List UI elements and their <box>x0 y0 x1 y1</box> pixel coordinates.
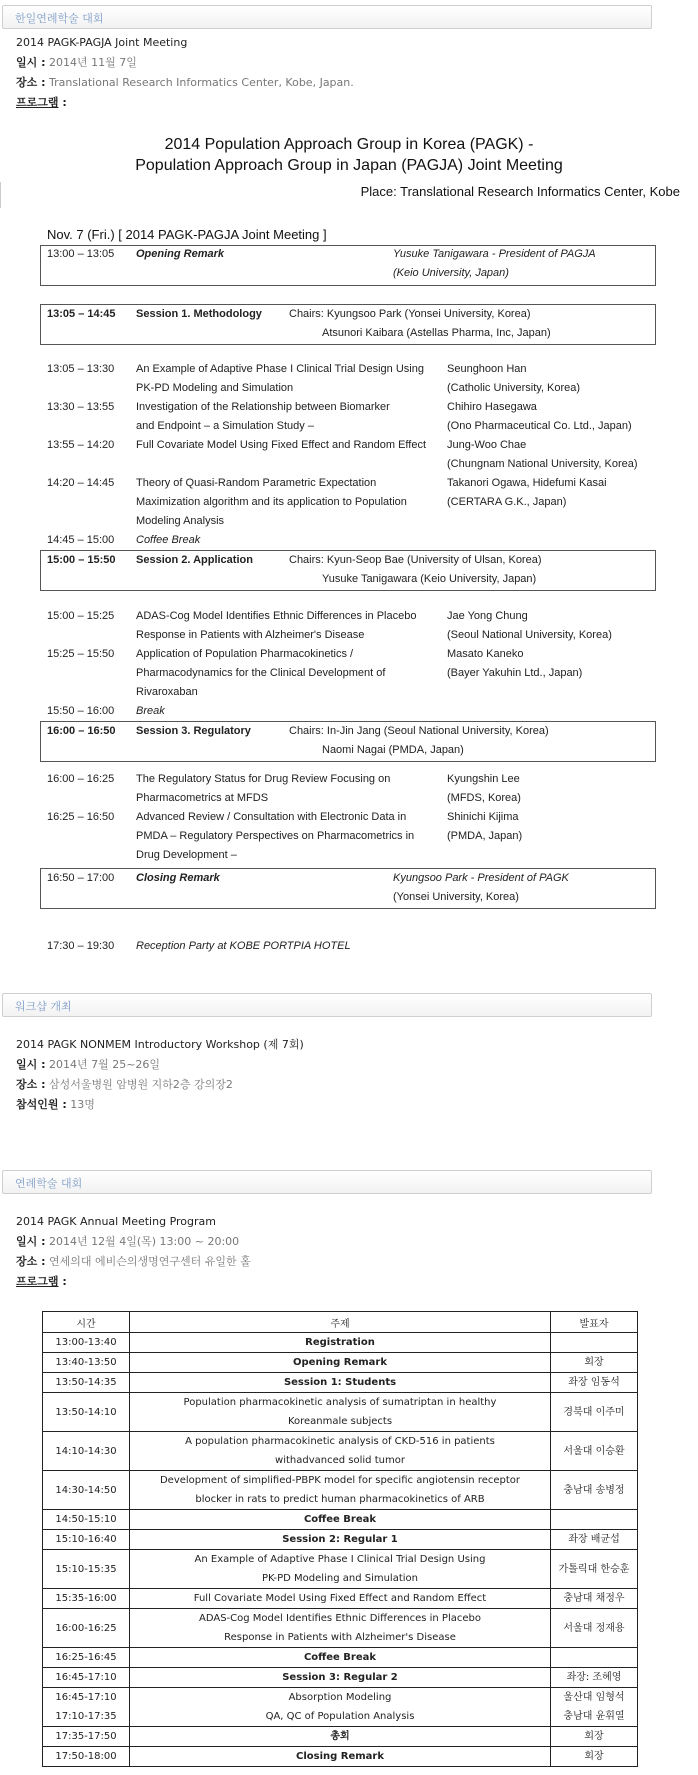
table-body <box>43 1333 638 1767</box>
cell-speaker-line: 서울대 정재용 <box>563 1622 625 1634</box>
closing-remark-row: 16:50 – 17:00 Closing Remark Kyungsoo Park - President of PAGK <box>47 872 569 884</box>
cell-time: 13:50-14:10 <box>43 1393 130 1432</box>
talk-row: 15:00 – 15:25 ADAS-Cog Model Identifies Ethnic Differences in Placebo Jae Yong Chung <box>47 610 528 622</box>
table-row <box>43 1668 638 1688</box>
talk-row-cont: PMDA – Regulatory Perspectives on Pharmacometrics in (PMDA, Japan) <box>136 830 523 842</box>
cell-topic <box>130 1471 551 1510</box>
cell-topic <box>130 1727 551 1747</box>
talk-row: 16:00 – 16:25 The Regulatory Status for Drug Review Focusing on Kyungshin Lee <box>47 773 520 785</box>
table-row <box>43 1432 638 1471</box>
cell-speaker <box>551 1471 638 1510</box>
table-row <box>43 1510 638 1530</box>
table-row <box>43 1609 638 1648</box>
cell-time: 16:45-17:10 <box>43 1668 130 1688</box>
cell-time: 14:30-14:50 <box>43 1471 130 1510</box>
cell-topic-line: Coffee Break <box>303 1652 377 1663</box>
event-date: 일시 : 2014년 12월 4일(목) 13:00 ~ 20:00 <box>16 1235 240 1248</box>
talk-row-cont: Response in Patients with Alzheimer's Disease (Seoul National University, Korea) <box>136 629 612 641</box>
coffee-break-row: 14:45 – 15:00 Coffee Break <box>47 534 201 546</box>
cell-speaker-line: 가톨릭대 한승훈 <box>558 1563 630 1575</box>
table-row <box>43 1530 638 1550</box>
cell-speaker <box>551 1747 638 1767</box>
cell-speaker <box>551 1333 638 1353</box>
cell-topic-line: withadvanced solid tumor <box>275 1455 405 1466</box>
cell-topic-line: ADAS-Cog Model Identifies Ethnic Differences in Placebo <box>199 1613 481 1624</box>
break-row: 15:50 – 16:00 Break <box>47 705 165 717</box>
cell-topic-line: Absorption Modeling <box>288 1692 392 1703</box>
cell-topic <box>130 1747 551 1767</box>
event-program-label: 프로그램 : <box>16 96 67 109</box>
section-header-workshop <box>2 993 652 1017</box>
talk-row-cont: (Chungnam National University, Korea) <box>447 458 638 470</box>
event-title: 2014 PAGK Annual Meeting Program <box>16 1215 216 1228</box>
section-header-label: 연례학술 대회 <box>15 1177 83 1190</box>
cell-topic <box>130 1668 551 1688</box>
cell-topic <box>130 1353 551 1373</box>
cell-speaker-line: 서울대 이승환 <box>563 1445 625 1457</box>
session-2-row: 15:00 – 15:50 Session 2. Application Chairs: Kyun-Seop Bae (University of Ulsan, Korea) <box>47 554 542 566</box>
event-program-label: 프로그램 : <box>16 1275 67 1288</box>
closing-remark-affiliation: (Yonsei University, Korea) <box>393 891 519 903</box>
table-row <box>43 1688 638 1727</box>
talk-row: 15:25 – 15:50 Application of Population Pharmacokinetics / Masato Kaneko <box>47 648 524 660</box>
talk-row: 16:25 – 16:50 Advanced Review / Consultation with Electronic Data in Shinichi Kijima <box>47 811 519 823</box>
cell-time: 16:25-16:45 <box>43 1648 130 1668</box>
talk-row-cont: Maximization algorithm and its application to Population (CERTARA G.K., Japan) <box>136 496 567 508</box>
table-row <box>43 1471 638 1510</box>
poster-title-line-2: Population Approach Group in Japan (PAGJA) Joint Meeting <box>135 157 563 174</box>
cell-topic <box>130 1333 551 1353</box>
cell-topic-line: Session 1: Students <box>283 1377 397 1388</box>
workshop-info <box>16 1035 304 1115</box>
column-header-topic: 주제 <box>130 1312 551 1333</box>
event-place: 장소 : 연세의대 에비슨의생명연구센터 유일한 홀 <box>16 1255 251 1268</box>
cell-speaker <box>551 1589 638 1609</box>
cell-topic <box>130 1530 551 1550</box>
table-row <box>43 1589 638 1609</box>
cell-topic-line: Development of simplified-PBPK model for specific angiotensin receptor <box>159 1475 521 1486</box>
cell-topic-line: Population pharmacokinetic analysis of sumatriptan in healthy <box>183 1397 497 1408</box>
cell-topic <box>130 1432 551 1471</box>
table-row <box>43 1333 638 1353</box>
cell-topic-line: Full Covariate Model Using Fixed Effect and Random Effect <box>193 1593 487 1604</box>
section-header-label: 한일연례학술 대회 <box>15 12 104 25</box>
cell-speaker-line: 울산대 임형석 <box>563 1692 625 1703</box>
cell-speaker-line: 좌장: 조혜영 <box>566 1672 622 1683</box>
left-edge-mark <box>0 182 1 208</box>
cell-speaker <box>551 1727 638 1747</box>
cell-speaker-line: 회장 <box>584 1751 604 1762</box>
cell-speaker-line: 좌장 배균섭 <box>568 1534 620 1545</box>
cell-time <box>43 1688 130 1727</box>
talk-row-cont: Drug Development – <box>136 849 237 861</box>
table-row <box>43 1747 638 1767</box>
session-2-chair-2: Yusuke Tanigawara (Keio University, Japan) <box>322 573 537 585</box>
opening-remark-affiliation: (Keio University, Japan) <box>393 267 509 279</box>
poster-place: Place: Translational Research Informatics Center, Kobe <box>360 184 680 199</box>
section-header-joint-meeting <box>2 5 652 29</box>
talk-row-cont: PK-PD Modeling and Simulation (Catholic University, Korea) <box>136 382 581 394</box>
cell-speaker-line: 회장 <box>584 1731 604 1742</box>
cell-speaker <box>551 1609 638 1648</box>
annual-program-table <box>42 1311 638 1767</box>
talk-row-cont: Rivaroxaban <box>136 686 198 698</box>
section-header-annual-meeting <box>2 1170 652 1194</box>
column-header-speaker: 발표자 <box>551 1312 638 1333</box>
cell-time: 17:35-17:50 <box>43 1727 130 1747</box>
cell-topic-line: Closing Remark <box>295 1751 384 1762</box>
column-header-time: 시간 <box>43 1312 130 1333</box>
cell-time: 14:50-15:10 <box>43 1510 130 1530</box>
cell-topic <box>130 1373 551 1393</box>
cell-topic <box>130 1589 551 1609</box>
cell-topic-line: 총회 <box>330 1731 350 1742</box>
cell-speaker <box>551 1668 638 1688</box>
joint-meeting-info <box>16 33 354 113</box>
reception-row: 17:30 – 19:30 Reception Party at KOBE PORTPIA HOTEL <box>47 940 351 952</box>
talk-row-cont: Pharmacodynamics for the Clinical Development of (Bayer Yakuhin Ltd., Japan) <box>136 667 583 679</box>
cell-topic <box>130 1550 551 1589</box>
session-1-chair-2: Atsunori Kaibara (Astellas Pharma, Inc, Japan) <box>322 327 551 339</box>
section-header-label: 워크샵 개최 <box>15 1000 72 1013</box>
cell-time: 15:10-15:35 <box>43 1550 130 1589</box>
cell-topic-line: An Example of Adaptive Phase I Clinical Trial Design Using <box>194 1554 486 1565</box>
cell-speaker <box>551 1510 638 1530</box>
talk-row: 13:30 – 13:55 Investigation of the Relationship between Biomarker Chihiro Hasegawa <box>47 401 537 413</box>
annual-meeting-info <box>16 1212 251 1292</box>
event-date: 일시 : 2014년 7월 25~26일 <box>16 1058 161 1071</box>
cell-speaker-line: 경북대 이주미 <box>563 1406 625 1418</box>
talk-row-cont: and Endpoint – a Simulation Study – (Ono Pharmaceutical Co. Ltd., Japan) <box>136 420 632 432</box>
cell-time: 16:00-16:25 <box>43 1609 130 1648</box>
event-title: 2014 PAGK-PAGJA Joint Meeting <box>16 36 188 49</box>
talk-row: 13:05 – 13:30 An Example of Adaptive Phase I Clinical Trial Design Using Seunghoon Han <box>47 363 527 375</box>
cell-topic-line: Opening Remark <box>293 1357 387 1368</box>
cell-time: 15:10-16:40 <box>43 1530 130 1550</box>
cell-topic-line: QA, QC of Population Analysis <box>265 1711 415 1722</box>
cell-topic-line: Registration <box>305 1337 375 1348</box>
table-row <box>43 1393 638 1432</box>
cell-speaker <box>551 1648 638 1668</box>
cell-topic <box>130 1648 551 1668</box>
cell-time: 15:35-16:00 <box>43 1589 130 1609</box>
cell-speaker-line: 충남대 채정우 <box>563 1593 625 1604</box>
cell-speaker <box>551 1530 638 1550</box>
cell-speaker <box>551 1353 638 1373</box>
cell-time: 13:40-13:50 <box>43 1353 130 1373</box>
cell-time-line: 16:45-17:10 <box>55 1692 117 1703</box>
event-attendees: 참석인원 : 13명 <box>16 1098 95 1111</box>
cell-topic <box>130 1609 551 1648</box>
cell-time: 13:50-14:35 <box>43 1373 130 1393</box>
cell-topic-line: blocker in rats to predict human pharmacokinetics of ARB <box>195 1494 485 1505</box>
talk-row: 13:55 – 14:20 Full Covariate Model Using Fixed Effect and Random Effect Jung-Woo Chae <box>47 439 527 451</box>
cell-speaker-line: 회장 <box>584 1357 604 1368</box>
table-row <box>43 1727 638 1747</box>
cell-topic-line: Koreanmale subjects <box>287 1416 393 1427</box>
table-row <box>43 1373 638 1393</box>
cell-speaker-line: 충남대 송병정 <box>563 1484 625 1496</box>
cell-topic-line: Response in Patients with Alzheimer's Disease <box>224 1632 456 1643</box>
cell-speaker <box>551 1393 638 1432</box>
cell-speaker-line: 충남대 윤휘열 <box>563 1711 625 1722</box>
cell-topic-line: A population pharmacokinetic analysis of CKD-516 in patients <box>185 1436 495 1447</box>
event-place: 장소 : Translational Research Informatics Center, Kobe, Japan. <box>16 76 354 89</box>
cell-speaker-line: 좌장 임동석 <box>568 1377 620 1388</box>
cell-speaker <box>551 1688 638 1727</box>
cell-topic <box>130 1393 551 1432</box>
cell-speaker <box>551 1432 638 1471</box>
table-row <box>43 1353 638 1373</box>
event-date: 일시 : 2014년 11월 7일 <box>16 56 137 69</box>
event-title: 2014 PAGK NONMEM Introductory Workshop (제 7회) <box>16 1038 304 1051</box>
cell-time: 17:50-18:00 <box>43 1747 130 1767</box>
cell-time-line: 17:10-17:35 <box>55 1711 117 1722</box>
cell-speaker <box>551 1373 638 1393</box>
cell-topic-line: PK-PD Modeling and Simulation <box>262 1573 418 1584</box>
cell-speaker <box>551 1550 638 1589</box>
cell-topic-line: Session 2: Regular 1 <box>282 1534 398 1545</box>
table-row <box>43 1550 638 1589</box>
event-place: 장소 : 삼성서울병원 암병원 지하2층 강의장2 <box>16 1078 233 1091</box>
day-heading: Nov. 7 (Fri.) [ 2014 PAGK-PAGJA Joint Meeting ] <box>47 227 327 242</box>
talk-row-cont: Pharmacometrics at MFDS (MFDS, Korea) <box>136 792 521 804</box>
talk-row: 14:20 – 14:45 Theory of Quasi-Random Parametric Expectation Takanori Ogawa, Hidefumi Kasai <box>47 477 607 489</box>
cell-topic-line: Session 3: Regular 2 <box>282 1672 398 1683</box>
session-1-row: 13:05 – 14:45 Session 1. Methodology Chairs: Kyungsoo Park (Yonsei University, Korea) <box>47 308 531 320</box>
table-row <box>43 1648 638 1668</box>
cell-topic <box>130 1510 551 1530</box>
cell-time: 13:00-13:40 <box>43 1333 130 1353</box>
poster-title-line-1: 2014 Population Approach Group in Korea (PAGK) - <box>164 136 534 153</box>
talk-row-cont: Modeling Analysis <box>136 515 225 527</box>
session-3-chair-2: Naomi Nagai (PMDA, Japan) <box>322 744 464 756</box>
cell-time: 14:10-14:30 <box>43 1432 130 1471</box>
table-header-row <box>43 1312 638 1333</box>
cell-topic-line: Coffee Break <box>303 1514 377 1525</box>
session-3-row: 16:00 – 16:50 Session 3. Regulatory Chairs: In-Jin Jang (Seoul National University, Korea) <box>47 725 549 737</box>
opening-remark-row: 13:00 – 13:05 Opening Remark Yusuke Tanigawara - President of PAGJA <box>47 248 596 260</box>
cell-topic <box>130 1688 551 1727</box>
